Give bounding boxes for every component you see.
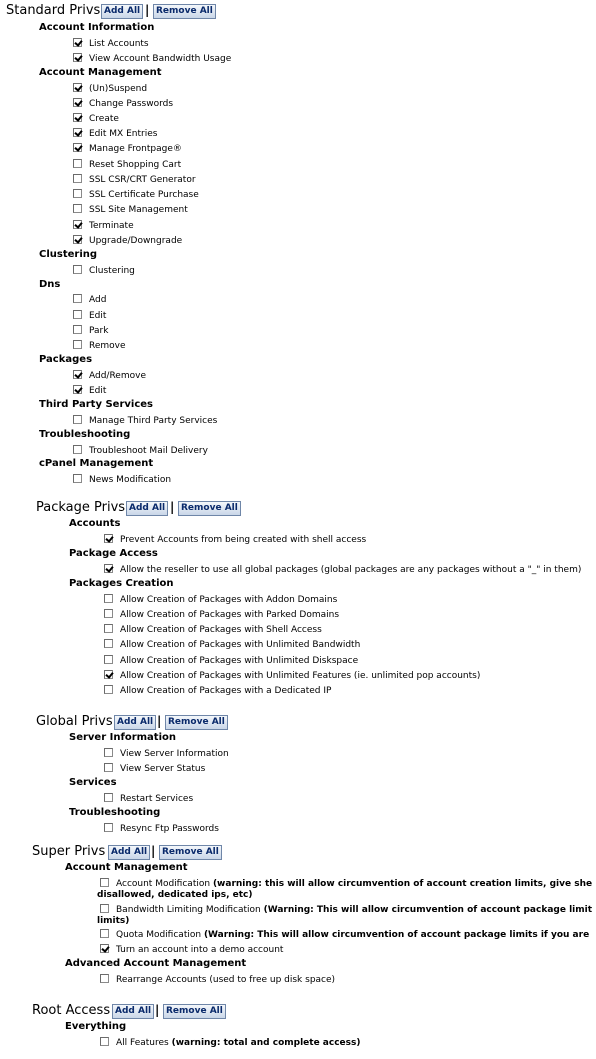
checkbox-ssl-csr-crt-generator[interactable]	[73, 174, 82, 183]
group-third-party-services: Third Party Services	[39, 399, 153, 410]
label-ssl-certificate-purchase: SSL Certificate Purchase	[89, 190, 199, 200]
checkbox-prevent-shell-accounts[interactable]	[104, 534, 113, 543]
label-news-modification: News Modification	[89, 475, 172, 485]
label-ssl-site-management: SSL Site Management	[89, 205, 188, 215]
checkbox-bandwidth-limiting-modification[interactable]	[100, 904, 109, 913]
root-remove-all-button[interactable]: Remove All	[163, 1004, 226, 1019]
group-package-access: Package Access	[69, 548, 158, 559]
label-create-unlimited-features: Allow Creation of Packages with Unlimited Features (ie. unlimited pop accounts)	[120, 671, 481, 681]
checkbox-ssl-certificate-purchase[interactable]	[73, 189, 82, 198]
warning-bandwidth-limiting: (Warning: This will allow circumvention of account package limit	[263, 905, 593, 915]
checkbox-upgrade-downgrade[interactable]	[73, 235, 82, 244]
group-account-management: Account Management	[39, 67, 162, 78]
label-manage-frontpage: Manage Frontpage®	[89, 144, 182, 154]
label-quota-modification: Quota Modification (Warning: This will allow circumvention of account package limits if you are	[116, 930, 590, 940]
checkbox-quota-modification[interactable]	[100, 929, 109, 938]
checkbox-packages-add-remove[interactable]	[73, 370, 82, 379]
group-super-account-management: Account Management	[65, 862, 188, 873]
checkbox-global-packages[interactable]	[104, 564, 113, 573]
checkbox-change-passwords[interactable]	[73, 98, 82, 107]
group-dns: Dns	[39, 279, 61, 290]
group-accounts: Accounts	[69, 518, 121, 529]
checkbox-resync-ftp-passwords[interactable]	[104, 823, 113, 832]
checkbox-create-dedicated-ip[interactable]	[104, 685, 113, 694]
super-privs-title: Super Privs	[32, 844, 106, 859]
checkbox-demo-account[interactable]	[100, 944, 109, 953]
root-separator: |	[155, 1003, 160, 1017]
checkbox-manage-third-party-services[interactable]	[73, 415, 82, 424]
super-add-all-button[interactable]: Add All	[108, 845, 150, 860]
label-create-unlimited-bandwidth: Allow Creation of Packages with Unlimited Bandwidth	[120, 640, 361, 650]
root-access-title: Root Access	[32, 1003, 111, 1018]
standard-add-all-button[interactable]: Add All	[101, 4, 143, 19]
checkbox-troubleshoot-mail-delivery[interactable]	[73, 445, 82, 454]
checkbox-view-account-bandwidth-usage[interactable]	[73, 53, 82, 62]
group-everything: Everything	[65, 1021, 127, 1032]
label-bandwidth-limiting-modification: Bandwidth Limiting Modification (Warning: This will allow circumvention of account package limit	[116, 905, 593, 915]
checkbox-create-unlimited-diskspace[interactable]	[104, 655, 113, 664]
global-privs-title: Global Privs	[36, 714, 113, 729]
global-remove-all-button[interactable]: Remove All	[165, 715, 228, 730]
label-resync-ftp-passwords: Resync Ftp Passwords	[120, 824, 219, 834]
checkbox-list-accounts[interactable]	[73, 38, 82, 47]
warning-account-modification-cont: disallowed, dedicated ips, etc)	[97, 890, 253, 900]
global-separator: |	[157, 714, 162, 728]
label-change-passwords: Change Passwords	[89, 99, 174, 109]
checkbox-dns-remove[interactable]	[73, 340, 82, 349]
group-packages: Packages	[39, 354, 93, 365]
label-dns-remove: Remove	[89, 341, 126, 351]
label-create-unlimited-diskspace: Allow Creation of Packages with Unlimited Diskspace	[120, 656, 359, 666]
warning-account-modification: (warning: this will allow circumvention of account creation limits, give she	[212, 879, 593, 889]
label-create-shell-access: Allow Creation of Packages with Shell Access	[120, 625, 322, 635]
label-ssl-csr-crt-generator: SSL CSR/CRT Generator	[89, 175, 196, 185]
package-separator: |	[170, 500, 175, 514]
checkbox-edit-mx-entries[interactable]	[73, 128, 82, 137]
checkbox-create-parked-domains[interactable]	[104, 609, 113, 618]
standard-separator: |	[145, 3, 150, 17]
label-list-accounts: List Accounts	[89, 39, 149, 49]
label-view-account-bandwidth-usage: View Account Bandwidth Usage	[89, 54, 232, 64]
checkbox-create[interactable]	[73, 113, 82, 122]
label-restart-services: Restart Services	[120, 794, 194, 804]
checkbox-packages-edit[interactable]	[73, 385, 82, 394]
standard-remove-all-button[interactable]: Remove All	[153, 4, 216, 19]
group-services: Services	[69, 777, 117, 788]
label-all-features: All Features (warning: total and complete access)	[116, 1038, 361, 1048]
checkbox-manage-frontpage[interactable]	[73, 143, 82, 152]
group-cpanel-management: cPanel Management	[39, 458, 154, 469]
label-upgrade-downgrade: Upgrade/Downgrade	[89, 236, 183, 246]
group-advanced-account-management: Advanced Account Management	[65, 958, 247, 969]
label-manage-third-party-services: Manage Third Party Services	[89, 416, 218, 426]
group-packages-creation: Packages Creation	[69, 578, 174, 589]
label-prevent-shell-accounts: Prevent Accounts from being created with shell access	[120, 535, 367, 545]
checkbox-view-server-information[interactable]	[104, 748, 113, 757]
label-dns-park: Park	[89, 326, 109, 336]
super-remove-all-button[interactable]: Remove All	[159, 845, 222, 860]
label-create: Create	[89, 114, 119, 124]
group-account-information: Account Information	[39, 22, 155, 33]
label-global-packages: Allow the reseller to use all global packages (global packages are any packages without a "_" in them)	[120, 565, 582, 575]
checkbox-restart-services[interactable]	[104, 793, 113, 802]
label-troubleshoot-mail-delivery: Troubleshoot Mail Delivery	[89, 446, 208, 456]
checkbox-rearrange-accounts[interactable]	[100, 974, 109, 983]
group-server-information: Server Information	[69, 732, 176, 743]
checkbox-create-unlimited-features[interactable]	[104, 670, 113, 679]
label-create-addon-domains: Allow Creation of Packages with Addon Domains	[120, 595, 338, 605]
checkbox-reset-shopping-cart[interactable]	[73, 159, 82, 168]
label-unsuspend: (Un)Suspend	[89, 84, 148, 94]
label-edit-mx-entries: Edit MX Entries	[89, 129, 158, 139]
checkbox-dns-park[interactable]	[73, 325, 82, 334]
label-clustering: Clustering	[89, 266, 135, 276]
checkbox-all-features[interactable]	[100, 1037, 109, 1046]
package-add-all-button[interactable]: Add All	[126, 501, 168, 516]
checkbox-dns-add[interactable]	[73, 294, 82, 303]
checkbox-dns-edit[interactable]	[73, 310, 82, 319]
warning-all-features: (warning: total and complete access)	[171, 1038, 361, 1048]
standard-privs-title: Standard Privs	[6, 3, 101, 18]
checkbox-unsuspend[interactable]	[73, 83, 82, 92]
checkbox-create-shell-access[interactable]	[104, 624, 113, 633]
global-add-all-button[interactable]: Add All	[114, 715, 156, 730]
label-dns-add: Add	[89, 295, 107, 305]
label-create-dedicated-ip: Allow Creation of Packages with a Dedicated IP	[120, 686, 332, 696]
root-add-all-button[interactable]: Add All	[112, 1004, 154, 1019]
package-remove-all-button[interactable]: Remove All	[178, 501, 241, 516]
checkbox-account-modification[interactable]	[100, 878, 109, 887]
checkbox-create-addon-domains[interactable]	[104, 594, 113, 603]
group-troubleshooting: Troubleshooting	[39, 429, 131, 440]
checkbox-news-modification[interactable]	[73, 474, 82, 483]
label-rearrange-accounts: Rearrange Accounts (used to free up disk space)	[116, 975, 336, 985]
warning-quota-modification: (Warning: This will allow circumvention of account package limits if you are	[203, 930, 590, 940]
label-reset-shopping-cart: Reset Shopping Cart	[89, 160, 182, 170]
label-demo-account: Turn an account into a demo account	[116, 945, 284, 955]
checkbox-clustering[interactable]	[73, 265, 82, 274]
label-create-parked-domains: Allow Creation of Packages with Parked Domains	[120, 610, 340, 620]
label-view-server-information: View Server Information	[120, 749, 229, 759]
checkbox-ssl-site-management[interactable]	[73, 204, 82, 213]
package-privs-title: Package Privs	[36, 500, 126, 515]
super-separator: |	[151, 844, 156, 858]
label-packages-add-remove: Add/Remove	[89, 371, 146, 381]
label-account-modification: Account Modification (warning: this will allow circumvention of account creation limits, give she	[116, 879, 593, 889]
checkbox-create-unlimited-bandwidth[interactable]	[104, 639, 113, 648]
label-dns-edit: Edit	[89, 311, 107, 321]
warning-bandwidth-limiting-cont: limits)	[97, 916, 130, 926]
group-global-troubleshooting: Troubleshooting	[69, 807, 161, 818]
checkbox-view-server-status[interactable]	[104, 763, 113, 772]
label-packages-edit: Edit	[89, 386, 107, 396]
checkbox-terminate[interactable]	[73, 220, 82, 229]
label-view-server-status: View Server Status	[120, 764, 206, 774]
label-terminate: Terminate	[89, 221, 134, 231]
group-clustering: Clustering	[39, 249, 98, 260]
